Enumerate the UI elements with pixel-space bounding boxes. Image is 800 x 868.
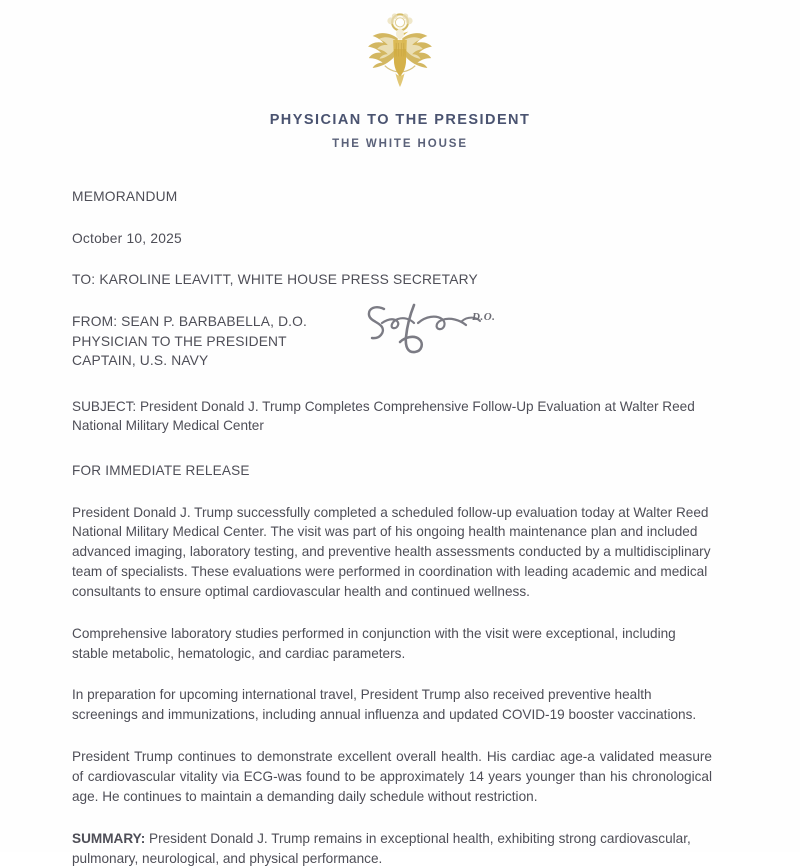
release-notice: FOR IMMEDIATE RELEASE <box>72 463 250 479</box>
summary-paragraph <box>72 829 712 868</box>
letterhead-title: PHYSICIAN TO THE PRESIDENT <box>269 112 531 128</box>
memo-from-rank: CAPTAIN, U.S. NAVY <box>72 353 209 369</box>
summary-label: SUMMARY: <box>72 830 146 846</box>
memo-subject: SUBJECT: President Donald J. Trump Completes Comprehensive Follow-Up Evaluation at Walter Reed National Military Medical Center <box>72 398 695 433</box>
summary-text: President Donald J. Trump remains in exceptional health, exhibiting strong cardiovascular, pulmonary, neurological, and physical performance. <box>72 830 691 866</box>
body-paragraph-3: In preparation for upcoming international travel, President Trump also received preventive health screenings and immunizations, including annual influenza and updated COVID-19 booster vaccinations. <box>72 687 697 723</box>
letterhead <box>0 0 800 152</box>
document-body <box>0 152 800 868</box>
body-paragraph-4: President Trump continues to demonstrate excellent overall health. His cardiac age-a validated measure of cardiovascular vitality via ECG-was found to be approximately 14 years younger than his chronological age. He continues to maintain a demanding daily schedule without restriction. <box>72 749 712 804</box>
body-paragraph-2: Comprehensive laboratory studies performed in conjunction with the visit were exceptional, including stable metabolic, hematologic, and cardiac parameters. <box>72 625 676 661</box>
memo-recipient: TO: KAROLINE LEAVITT, WHITE HOUSE PRESS SECRETARY <box>72 272 478 288</box>
memo-sender-block <box>72 312 712 371</box>
letterhead-subtitle: THE WHITE HOUSE <box>332 138 468 151</box>
body-paragraph-1: President Donald J. Trump successfully completed a scheduled follow-up evaluation today at Walter Reed National Military Medical Center. The visit was part of his ongoing health maintenance plan and included advanced imaging, laboratory testing, and preventive health assessments conducted by a multidisciplinary team of specialists. These evaluations were performed in coordination with leading academic and medical consultants to ensure optimal cardiovascular health and continued wellness. <box>72 504 711 599</box>
memo-from-title: PHYSICIAN TO THE PRESIDENT <box>72 333 287 349</box>
us-great-seal-eagle-icon <box>362 12 438 92</box>
signature-credential-suffix: D.O. <box>472 310 496 323</box>
memorandum-label: MEMORANDUM <box>72 189 178 205</box>
memo-date: October 10, 2025 <box>72 230 182 246</box>
memo-from-line: FROM: SEAN P. BARBABELLA, D.O. <box>72 313 308 329</box>
